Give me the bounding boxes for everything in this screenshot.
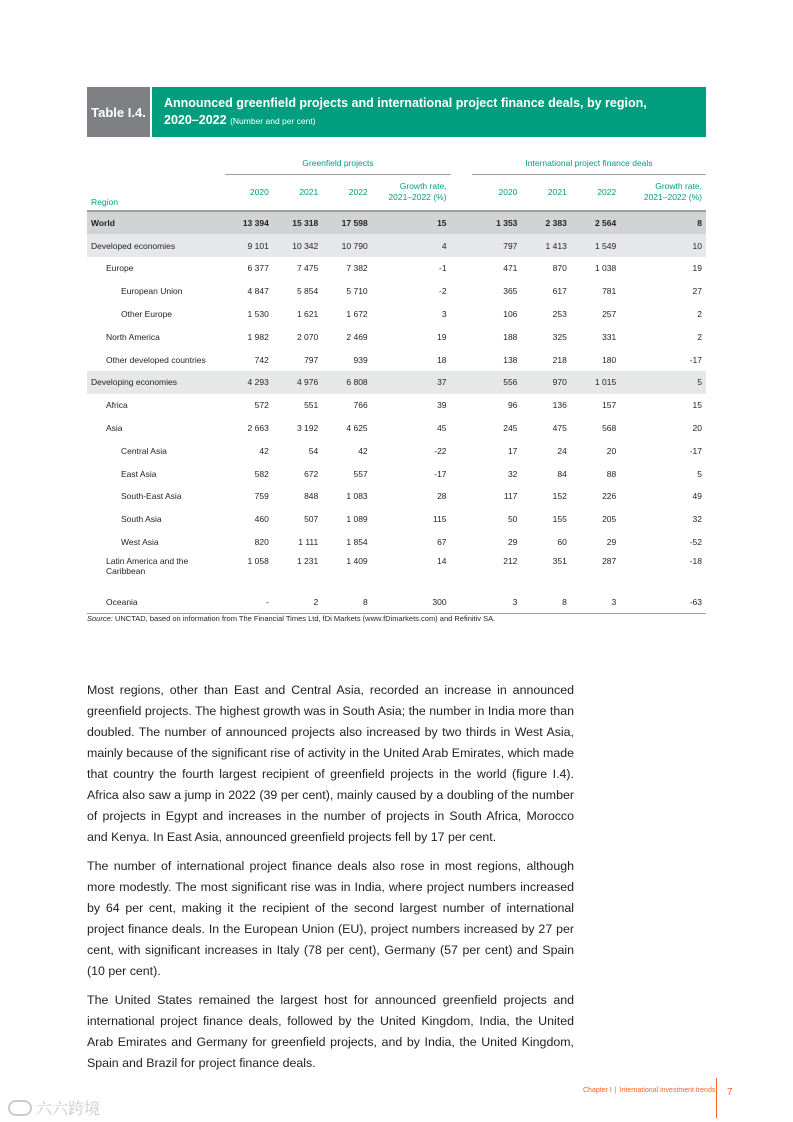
footer-divider [716, 1078, 717, 1118]
table-row: East Asia 582 672 557 -17 32 84 88 5 [121, 468, 702, 479]
region-column-header: Region [91, 196, 118, 207]
paragraph-3: The United States remained the largest host for announced greenfield projects and international project finance deals, followed by the United Kingdom, India, the United Arab Emirates and Germany for greenfield projects, and by India, the United Kingdom, Spain and Brazil for project finance deals. [87, 993, 574, 1070]
table-row: Oceania - 2 8 300 3 8 3 -63 [87, 590, 706, 613]
table-row: Other developed countries 742 797 939 18 138 218 180 -17 [106, 354, 702, 365]
paragraph-2: The number of international project finance deals also rose in most regions, although more modestly. The most significant rise was in India, where project numbers increased by 64 per cent, making it the recipient of the second largest number of international project finance deals. In the European Union (EU), project numbers increased by 27 per cent, with significant increases in Italy (78 per cent), Germany (57 per cent) and Spain (10 per cent). [87, 859, 574, 978]
table-label: Table I.4. [87, 87, 150, 137]
table-row: North America 1 982 2 070 2 469 19 188 325 331 2 [106, 331, 702, 342]
table-row: Asia 2 663 3 192 4 625 45 245 475 568 20 [106, 423, 702, 434]
g-2021-header: 2021 [299, 187, 319, 198]
group-header-row [87, 152, 706, 175]
table-banner [87, 87, 706, 137]
watermark [8, 1096, 100, 1119]
table-row: Europe 6 377 7 475 7 382 -1 471 870 1 038 19 [106, 263, 702, 274]
table-source-note [87, 614, 495, 623]
paragraph-1: Most regions, other than East and Central Asia, recorded an increase in announced greenfield projects. The highest growth was in South Asia; the number in India more than doubled. The number of announced projects also increased by two thirds in West Asia, mainly because of the significant rise of activity in the United Arab Emirates, which made that country the fourth largest recipient of greenfield projects in the world (figure I.4). Africa also saw a jump in 2022 (39 per cent), mainly caused by a doubling of the number of projects in Egypt and increases in the number of projects in South Africa, Morocco and Kenya. In East Asia, announced greenfield projects fell by 17 per cent. [87, 683, 574, 844]
table-row: Latin America and the Caribbean 1 058 1 231 1 409 14 212 351 287 -18 [106, 556, 702, 577]
source-label: Source: [87, 614, 113, 623]
group-greenfield-header: Greenfield projects [225, 152, 450, 175]
g-2022-header: 2022 [348, 187, 368, 198]
g-2020-header: 2020 [249, 187, 269, 198]
table-row: South Asia 460 507 1 089 115 50 155 205 32 [121, 514, 702, 525]
data-table [87, 152, 706, 614]
table-title-unit: (Number and per cent) [230, 116, 316, 126]
table-row: European Union 4 847 5 854 5 710 -2 365 617 781 27 [121, 286, 702, 297]
table-row: Central Asia 42 54 42 -22 17 24 20 -17 [121, 445, 702, 456]
watermark-logo-icon [8, 1100, 32, 1116]
table-title [152, 87, 706, 137]
table-row: World 13 394 15 318 17 598 15 1 353 2 383 2 564 8 [87, 211, 706, 235]
group-finance-header: International project finance deals [472, 152, 706, 175]
table-row: Africa 572 551 766 39 96 136 157 15 [106, 400, 702, 411]
g-growth-header: Growth rate, 2021–2022 (%) [388, 181, 447, 203]
body-text [87, 680, 574, 1082]
column-header-row [87, 175, 706, 211]
table-title-text: Announced greenfield projects and international project finance deals, by region, [164, 96, 647, 110]
watermark-text: 六六跨境 [36, 1101, 101, 1118]
table-title-years: 2020–2022 [164, 113, 227, 127]
table-row: Developed economies 9 101 10 342 10 790 4 797 1 413 1 549 10 [87, 234, 706, 257]
table-row: Other Europe 1 530 1 621 1 672 3 106 253 257 2 [121, 309, 702, 320]
f-2021-header: 2021 [547, 187, 567, 198]
f-2022-header: 2022 [597, 187, 617, 198]
table-row: South-East Asia 759 848 1 083 28 117 152 226 49 [121, 491, 702, 502]
footer-chapter: Chapter I [583, 1087, 612, 1094]
footer-section: International investment trends [619, 1087, 716, 1094]
source-text: UNCTAD, based on information from The Financial Times Ltd, fDi Markets (www.fDimarkets.com) and Refinitiv SA. [114, 614, 496, 623]
f-growth-header: Growth rate, 2021–2022 (%) [643, 181, 702, 203]
f-2020-header: 2020 [498, 187, 518, 198]
table-row: West Asia 820 1 111 1 854 67 29 60 29 -52 [121, 537, 702, 548]
table-row: Developing economies 4 293 4 976 6 808 37 556 970 1 015 5 [87, 371, 706, 394]
page-number: 7 [727, 1087, 733, 1098]
running-footer: Chapter I | International investment trends [583, 1087, 716, 1094]
